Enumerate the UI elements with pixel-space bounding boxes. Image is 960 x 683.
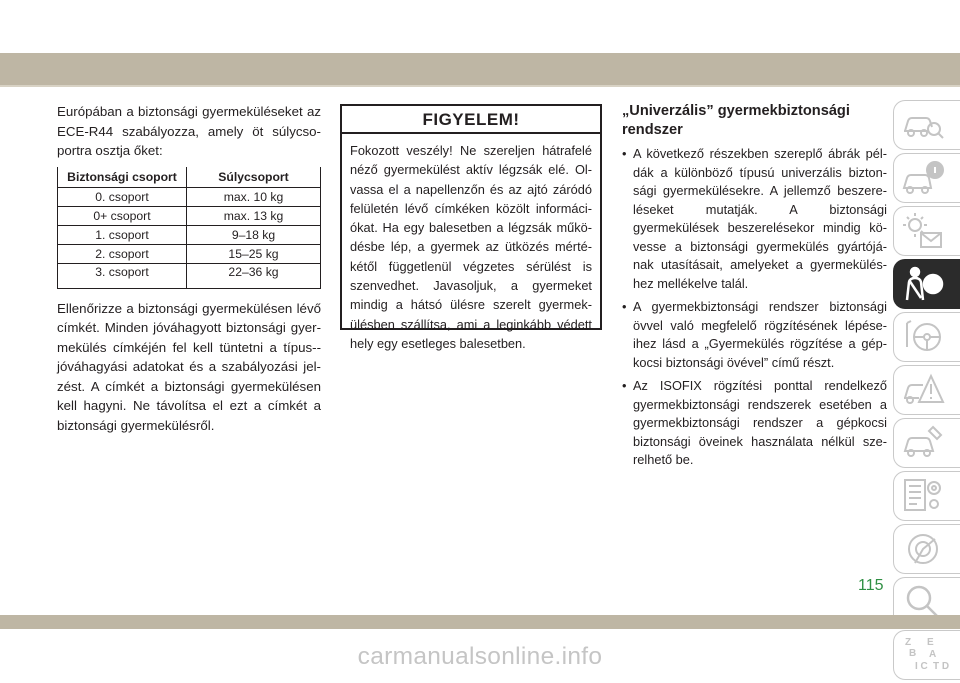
table-row <box>58 206 321 225</box>
warning-box <box>340 104 602 351</box>
bottom-decorative-band <box>0 615 960 629</box>
table-cell-weight: 9–18 kg <box>187 225 321 244</box>
table-cell-weight: 15–25 kg <box>187 244 321 263</box>
label-paragraph: Ellenőrizze a biztonsági gyermekülésen lévő címkét. Minden jóváhagyott biztonsági gyer-mekülés címkéjén fel kell tüntetni a típus--jóváhagyási adatokat és a szabályozási jel-zést. A címkét a biztonsági gyermekülésen kell hagyni. Ne távolítsa el ezt a címkét a biztonsági gyermekülésről. <box>57 300 321 433</box>
table-row <box>58 187 321 206</box>
table-header-group: Biztonsági csoport <box>58 167 187 188</box>
bullet-list <box>622 145 887 470</box>
list-item <box>622 377 887 470</box>
bullet-dot: • <box>622 299 627 314</box>
warning-text: Fokozott veszély! Ne szereljen hátrafelé néző gyermekülést aktív légzsák elé. Ol-vassa el a napellenzőn és az ajtó záródó felületén lévő címkéken közölt informáci-ókat. Ha egy balesetben a légzsák műkö-désbe lép, a gyermek az ütközés mérté-kétől függetlenül végzetes sérülést is szenvedhet. Javasoljuk, a gyermeket mindig a hátsó ülésre szerelt gyermek-ülésben szállítsa, ami a leginkább védett hely egy esetleges balesetben. <box>350 143 592 351</box>
tab-multimedia[interactable] <box>893 524 960 574</box>
section-heading: „Univerzális” gyermekbiztonsági rendszer <box>622 103 850 138</box>
tab-safety[interactable] <box>893 259 960 309</box>
tab-car-info[interactable] <box>893 153 960 203</box>
list-item-text: A gyermekbiztonsági rendszer biztonsági övvel való megfelelő rögzítésének lépése-ihez lásd a „Gyermekülés rögzítése a gép-kocsi biztonsági övével” című részt. <box>633 299 887 370</box>
svg-text:A: A <box>929 649 937 660</box>
table-cell-group: 3. csoport <box>58 263 187 288</box>
list-item <box>622 145 887 293</box>
warning-title: FIGYELEM! <box>342 106 600 134</box>
weight-group-table <box>57 167 321 289</box>
warning-triangle-icon <box>901 370 945 410</box>
seatbelt-airbag-icon <box>901 264 945 304</box>
table-row <box>58 244 321 263</box>
checklist-gear-icon <box>901 476 945 516</box>
tab-car-search[interactable] <box>893 100 960 150</box>
svg-text:E: E <box>927 637 934 648</box>
intro-paragraph: Európában a biztonsági gyermeküléseket az ECE-R44 szabályozza, amely öt súlycso-portra osztja őket: <box>57 104 321 158</box>
svg-text:I C: I C <box>915 661 928 672</box>
tab-specifications[interactable] <box>893 471 960 521</box>
car-service-icon <box>901 423 945 463</box>
table-header-row <box>58 167 321 188</box>
list-item <box>622 298 887 372</box>
left-column <box>57 102 321 435</box>
tab-emergency[interactable] <box>893 365 960 415</box>
table-row <box>58 225 321 244</box>
tools-map-icon <box>901 529 945 569</box>
car-search-icon <box>901 105 945 145</box>
chapter-tabs <box>893 100 960 683</box>
top-decorative-band <box>0 53 960 85</box>
table-row <box>58 263 321 288</box>
tab-warning-lights[interactable] <box>893 206 960 256</box>
svg-text:T D: T D <box>933 661 950 672</box>
bullet-dot: • <box>622 146 627 161</box>
steering-wheel-icon <box>901 317 945 357</box>
tab-service[interactable] <box>893 418 960 468</box>
table-cell-weight: max. 13 kg <box>187 206 321 225</box>
warning-lights-icon <box>901 211 945 251</box>
list-item-text: Az ISOFIX rögzítési ponttal rendelkező gyermekbiztonsági rendszerek esetében a gyermekbiztonsági rendszer a gépkocsi biztonsági öveinek használata nélkül sze-relhető be. <box>633 378 887 467</box>
watermark-text: carmanualsonline.info <box>357 643 603 670</box>
right-column <box>622 102 887 475</box>
table-cell-weight: max. 10 kg <box>187 187 321 206</box>
table-cell-weight: 22–36 kg <box>187 263 321 288</box>
svg-text:Z: Z <box>905 637 912 648</box>
tab-driving[interactable] <box>893 312 960 362</box>
table-header-weight: Súlycsoport <box>187 167 321 188</box>
table-cell-group: 2. csoport <box>58 244 187 263</box>
svg-text:B: B <box>909 648 917 659</box>
bullet-dot: • <box>622 378 627 393</box>
table-cell-group: 1. csoport <box>58 225 187 244</box>
list-item-text: A következő részekben szereplő ábrák pél-dák a különböző típusú univerzális bizton-sági gyermekülésekre. A jellemző beszere-léseket mutatják. A biztonsági gyermekülések beszerelésekor mindig kö-vesse a biztonsági gyermekülés gyártójá-nak utasításait, amelyeket a gyermekülés-hez mellékelve talál. <box>633 146 887 291</box>
table-cell-group: 0. csoport <box>58 187 187 206</box>
car-info-icon <box>901 158 945 198</box>
top-divider <box>0 85 960 87</box>
page-number: 115 <box>858 577 884 594</box>
table-cell-group: 0+ csoport <box>58 206 187 225</box>
